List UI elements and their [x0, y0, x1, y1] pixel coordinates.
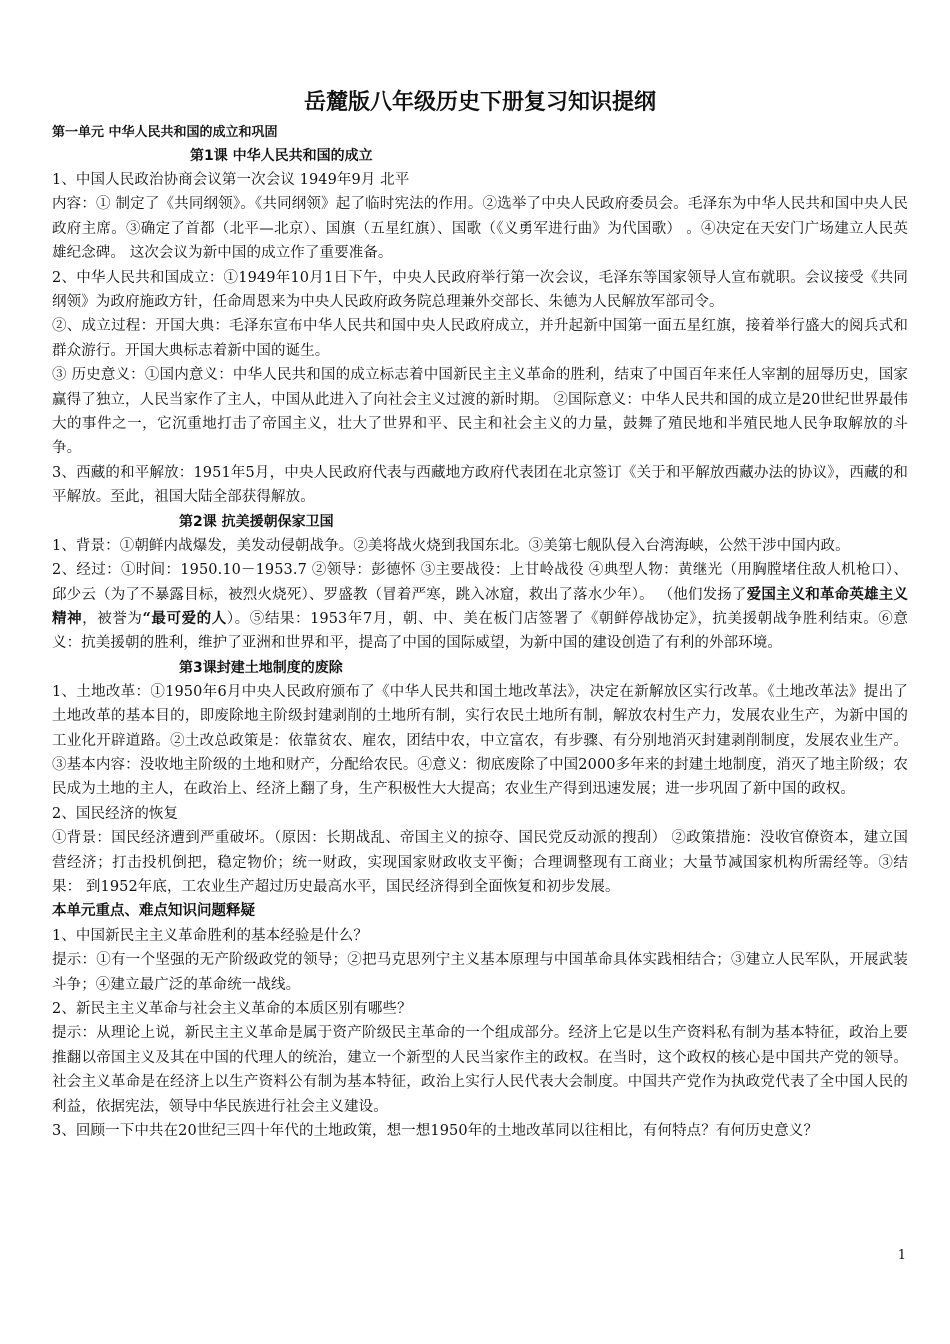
review-q1: 1、中国新民主主义革命胜利的基本经验是什么？: [52, 927, 368, 944]
lesson1-para-1: 1、中国人民政治协商会议第一次会议 1949年9月 北平: [52, 172, 410, 188]
lesson-1-heading: 第1课 中华人民共和国的成立: [190, 148, 373, 164]
lesson3-para-1: 1、土地改革：①1950年6月中央人民政府颁布了《中华人民共和国土地改革法》，决定在新解放区实行改革。《土地改革法》提出了土地改革的基本目的，即废除地主阶级封建剥削的土地所有制，实行农民土地所有制，解放农村生产力，发展农业生产，为新中国的工业化开辟道路。②土改总政策是：依靠贫农、雇农，团结中农，中立富农，有步骤、有分别地消灭封建剥削制度，发展农业生产。 ③基本内容：没收地主阶级的土地和财产，分配给农民。④意义：彻底废除了中国2000多年来的封建土地制度，消灭了地主阶级；农民成为土地的主人，在政治上、经济上翻了身，生产积极性大大提高；农业生产得到迅速发展；进一步巩固了新中国的政权。: [52, 683, 908, 798]
review-a1: 提示：①有一个坚强的无产阶级政党的领导；②把马克思列宁主义基本原理与中国革命具体实践相结合；③建立人民军队，开展武装斗争；④建立最广泛的革命统一战线。: [52, 952, 908, 993]
lesson-3-heading: 第3课封建土地制度的废除: [179, 659, 343, 676]
lesson2-emphasis-spirit: 爱国主义和革命英雄主义精神: [52, 585, 908, 627]
lesson1-para-3: 2、中华人民共和国成立：①1949年10月1日下午，中央人民政府举行第一次会议，毛泽东等国家领导人宣布就职。会议接受《共同纲领》为政府施政方针，任命周恩来为中央人民政府政务院总理兼外交部长、朱德为人民解放军部司令。: [52, 269, 908, 311]
review-a2: 提示：从理论上说，新民主主义革命是属于资产阶级民主革命的一个组成部分。经济上它是以生产资料私有制为基本特征，政治上要推翻以帝国主义及其在中国的代理人的统治，建立一个新型的人民当家作主的政权。在当时，这个政权的核心是中国共产党的领导。社会主义革命是在经济上以生产资料公有制为基本特征，政治上实行人民代表大会制度。中国共产党作为执政党代表了全中国人民的利益，依据宪法，领导中华民族进行社会主义建设。: [52, 1025, 908, 1115]
document-page: [52, 88, 908, 1143]
lesson1-para-4: ②、成立过程：开国大典：毛泽东宣布中华人民共和国中央人民政府成立，并升起新中国第一面五星红旗，接着举行盛大的阅兵式和群众游行。开国大典标志着新中国的诞生。: [52, 318, 908, 359]
document-title: 岳麓版八年级历史下册复习知识提纲: [303, 90, 656, 115]
lesson2-emphasis-title: “最可爱的人: [142, 609, 227, 627]
lesson2-text-e: ）。⑤结果：1953年7月，朝、中、美在板门店签署了《朝鲜停战协定》，抗美援朝战争胜利结束。⑥意义：抗美援朝的胜利，维护了亚洲和世界和平，提高了中国的国际威望，为新中国的建设创造了有利的外部环境。: [52, 610, 908, 652]
lesson3-para-2: 2、国民经济的恢复: [52, 805, 179, 822]
review-heading: 本单元重点、难点知识问题释疑: [52, 903, 255, 920]
lesson2-text-c: ，被誉为: [82, 610, 143, 627]
lesson1-para-6: 3、西藏的和平解放：1951年5月，中央人民政府代表与西藏地方政府代表团在北京签订《关于和平解放西藏办法的协议》，西藏的和平解放。至此，祖国大陆全部获得解放。: [52, 464, 908, 506]
lesson-2-heading: 第2课 抗美援朝保家卫国: [179, 513, 334, 530]
lesson1-para-5: ③ 历史意义：①国内意义：中华人民共和国的成立标志着中国新民主主义革命的胜利，结束了中国百年来任人宰割的屈辱历史，国家赢得了独立，人民当家作了主人，中国从此进入了向社会主义过渡的新时期。 ②国际意义：中华人民共和国的成立是20世纪世界最伟大的事件之一，它沉重地打击了帝国主义，壮大了世界和平、民主和社会主义的力量，鼓舞了殖民地和半殖民地人民争取解放的斗争。: [52, 367, 908, 457]
page-number: 1: [897, 1248, 906, 1263]
review-q2: 2、新民主主义革命与社会主义革命的本质区别有哪些？: [52, 1001, 412, 1017]
lesson2-text-a: 2、经过：①时间：1950.10－1953.7 ②领导：彭德怀 ③主要战役：上甘岭战役 ④典型人物：黄继光（用胸膛堵住敌人机枪口）、邱少云（为了不暴露目标，被烈火烧死）、罗盛教（冒着严寒，跳入冰窟，救出了落水少年）。 （他们发扬了: [52, 562, 908, 603]
lesson2-para-1: 1、背景：①朝鲜内战爆发，美发动侵朝战争。②美将战火烧到我国东北。③美第七舰队侵入台湾海峡，公然干涉中国内政。: [52, 537, 850, 554]
lesson1-para-2: 内容：① 制定了《共同纲领》。《共同纲领》起了临时宪法的作用。②选举了中央人民政府委员会。毛泽东为中华人民共和国中央人民政府主席。③确定了首都（北平—北京）、国旗（五星红旗）、国歌（《义勇军进行曲》为代国歌） 。④决定在天安门广场建立人民英雄纪念碑。 这次会议为新中国的成立作了重要准备。: [52, 196, 908, 262]
review-q3: 3、回顾一下中共在20世纪三四十年代的土地政策，想一想1950年的土地改革同以往相比，有何特点？有何历史意义？: [52, 1123, 819, 1140]
lesson3-para-3: ①背景：国民经济遭到严重破坏。（原因：长期战乱、帝国主义的掠夺、国民党反动派的搜刮） ②政策措施：没收官僚资本，建立国营经济；打击投机倒把，稳定物价；统一财政，实现国家财政收支平衡；合理调整现有工商业；大量节减国家机构所需经等。③结果： 到1952年底，工农业生产超过历史最高水平，国民经济得到全面恢复和初步发展。: [52, 830, 908, 895]
lesson2-para-2: [52, 558, 908, 656]
unit-heading: 第一单元 中华人民共和国的成立和巩固: [52, 125, 278, 140]
